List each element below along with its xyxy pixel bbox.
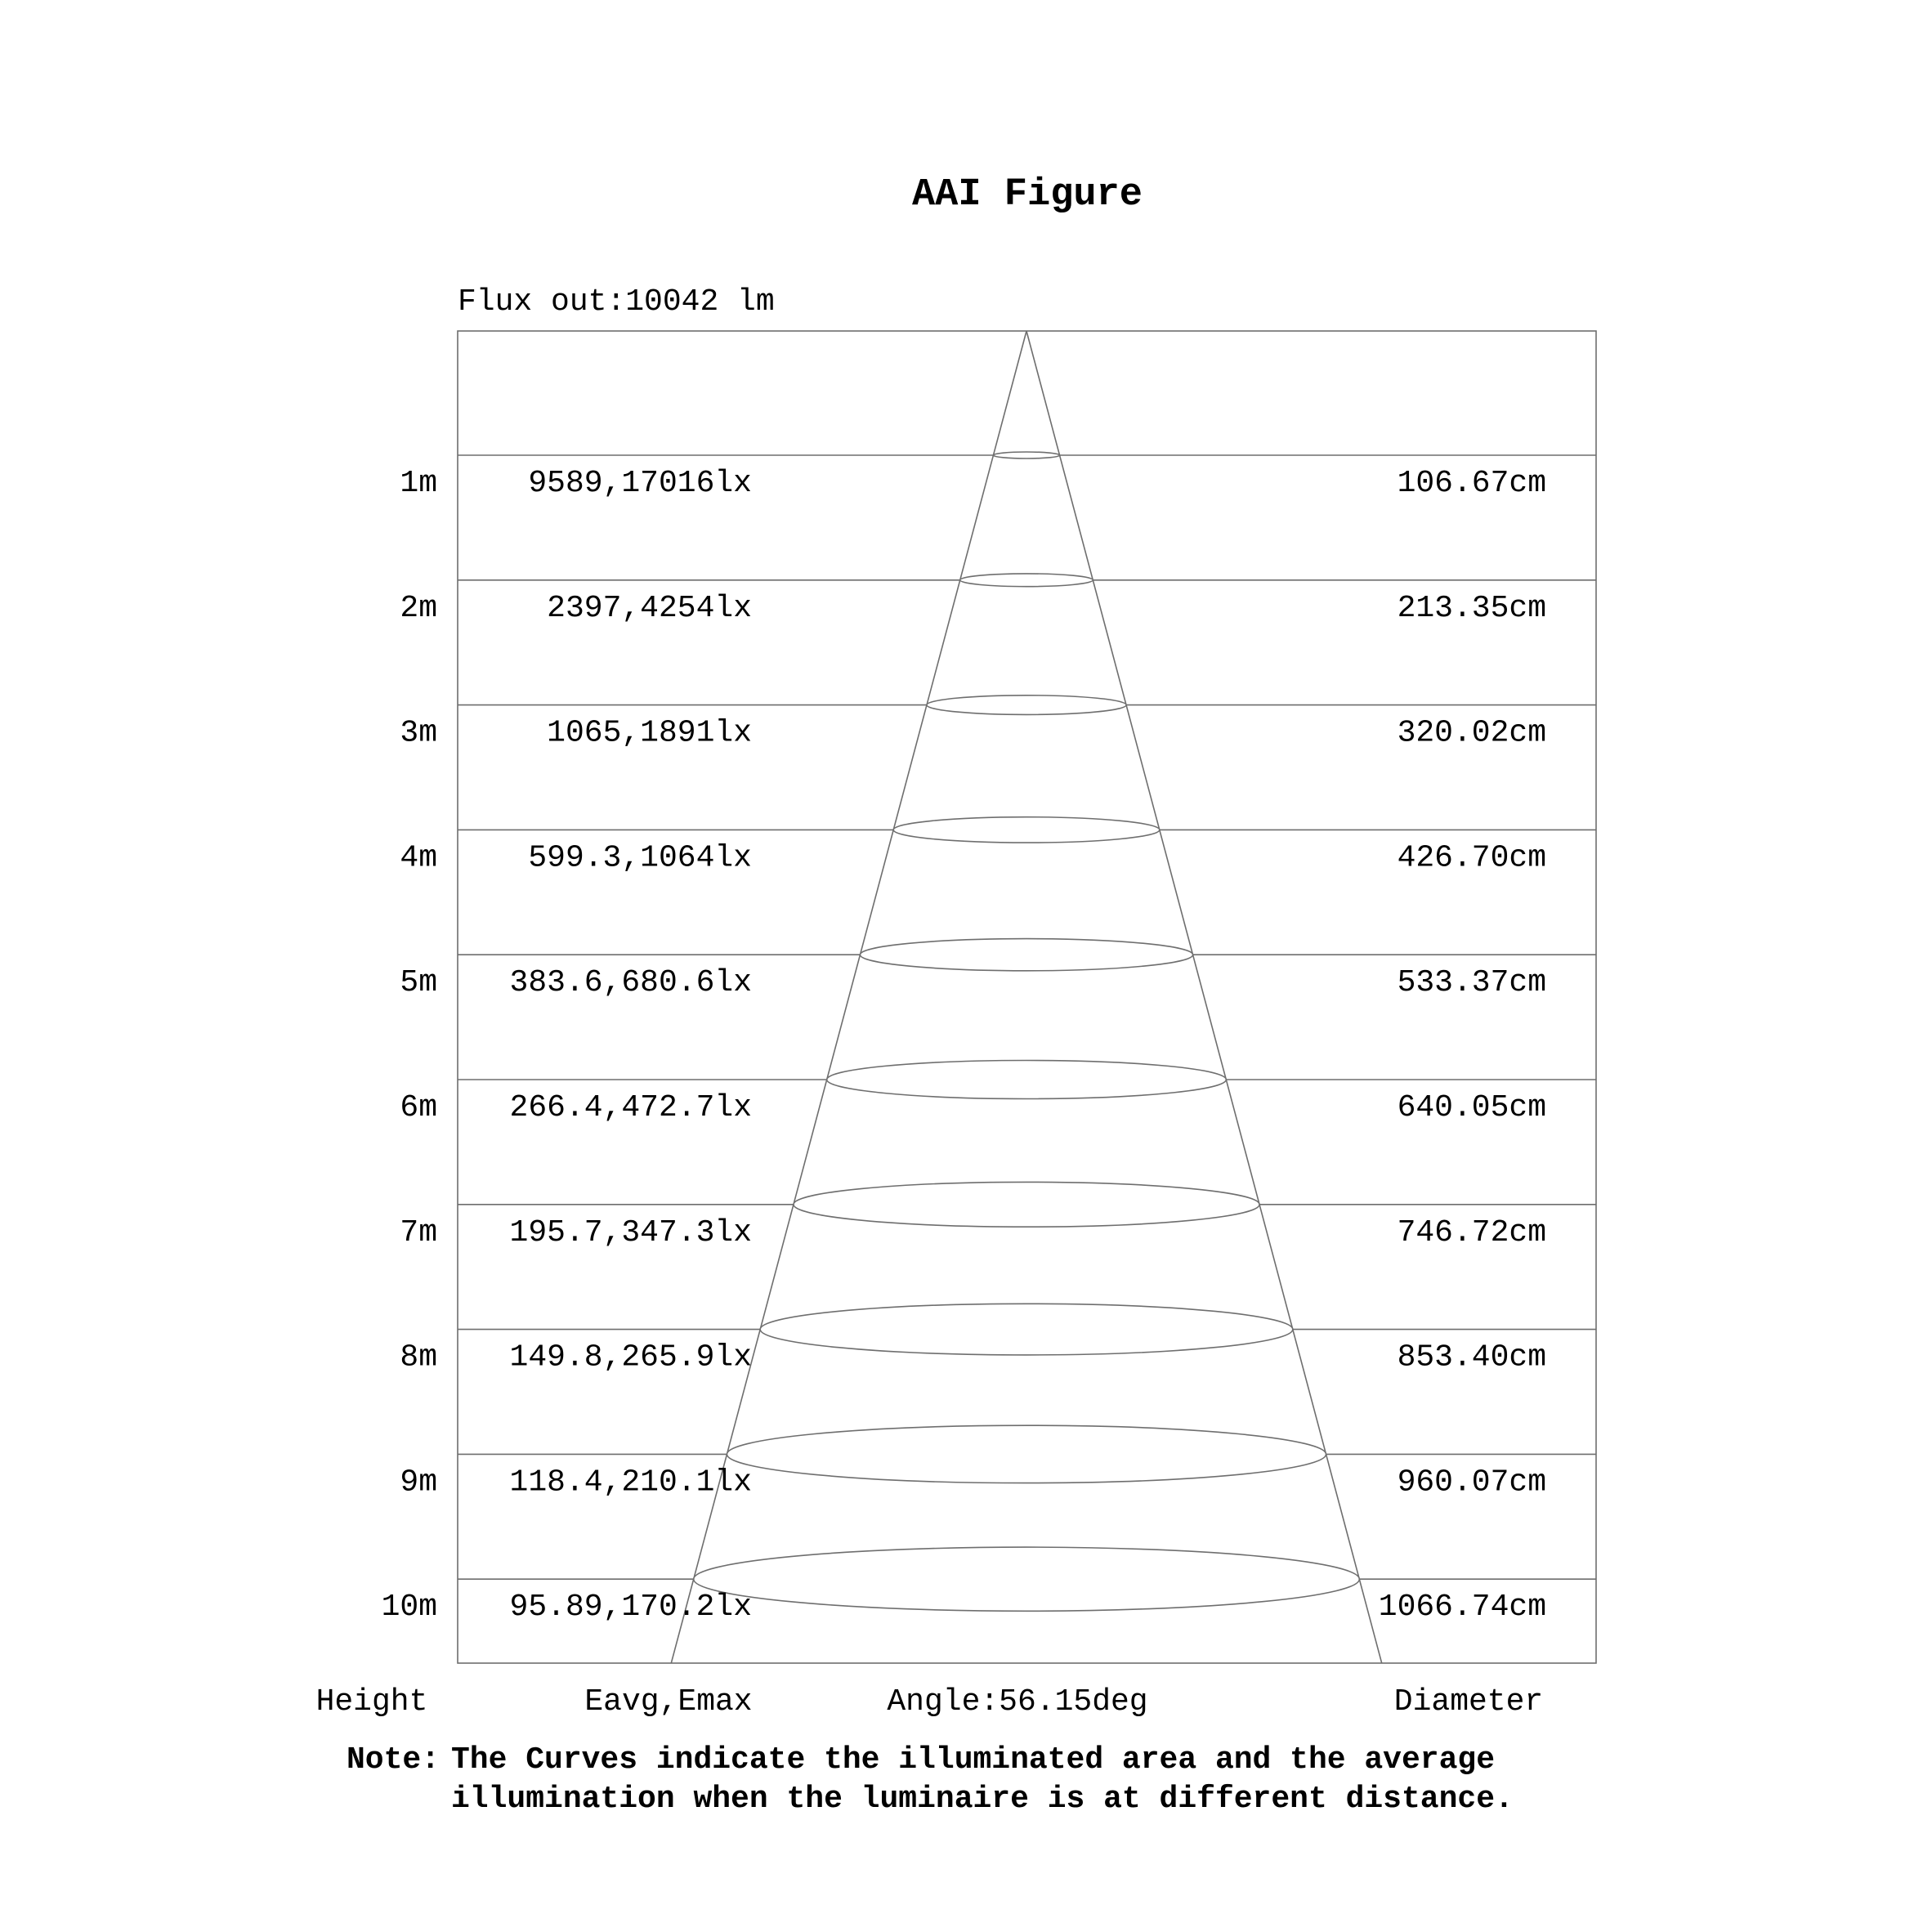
- row-illuminance-label: 195.7,347.3lx: [509, 1214, 752, 1250]
- beam-ellipse: [960, 574, 1093, 587]
- row-diameter-label: 853.40cm: [1397, 1339, 1546, 1375]
- row-illuminance-label: 2397,4254lx: [547, 590, 752, 626]
- row-height-label: 1m: [400, 466, 437, 501]
- row-illuminance-label: 9589,17016lx: [528, 466, 752, 501]
- row-height-label: 10m: [381, 1590, 437, 1626]
- height-column-header: Height: [315, 1684, 428, 1720]
- row-height-label: 3m: [400, 715, 437, 751]
- note-line-2: illumination when the luminaire is at different distance.: [451, 1782, 1514, 1817]
- figure-title: AAI Figure: [911, 173, 1143, 217]
- row-height-label: 5m: [400, 965, 437, 1001]
- beam-angle-label: Angle:56.15deg: [887, 1684, 1148, 1720]
- row-diameter-label: 746.72cm: [1397, 1214, 1546, 1250]
- row-diameter-label: 1066.74cm: [1378, 1590, 1546, 1626]
- row-height-label: 4m: [400, 840, 437, 876]
- row-diameter-label: 960.07cm: [1397, 1465, 1546, 1500]
- beam-ellipse: [727, 1425, 1326, 1483]
- row-height-label: 7m: [400, 1214, 437, 1250]
- beam-ellipse: [827, 1061, 1227, 1099]
- row-height-label: 6m: [400, 1090, 437, 1125]
- row-diameter-label: 426.70cm: [1397, 840, 1546, 876]
- row-illuminance-label: 1065,1891lx: [547, 715, 752, 751]
- beam-ellipse: [993, 452, 1059, 458]
- beam-ellipse: [794, 1182, 1259, 1227]
- beam-ellipses: [694, 452, 1360, 1611]
- row-diameter-label: 320.02cm: [1397, 715, 1546, 751]
- row-diameter-label: 213.35cm: [1397, 590, 1546, 626]
- row-height-label: 9m: [400, 1465, 437, 1500]
- beam-ellipse: [860, 939, 1192, 971]
- row-illuminance-label: 383.6,680.6lx: [509, 965, 752, 1001]
- row-illuminance-label: 95.89,170.2lx: [509, 1590, 752, 1626]
- diameter-column-header: Diameter: [1393, 1684, 1544, 1720]
- beam-ellipse: [694, 1547, 1360, 1611]
- row-illuminance-label: 118.4,210.1lx: [509, 1465, 752, 1500]
- illuminance-column-header: Eavg,Emax: [584, 1684, 753, 1720]
- row-diameter-label: 640.05cm: [1397, 1090, 1546, 1125]
- flux-label: Flux out:10042 lm: [458, 284, 775, 320]
- row-height-label: 8m: [400, 1339, 437, 1375]
- row-illuminance-label: 149.8,265.9lx: [509, 1339, 752, 1375]
- beam-ellipse: [927, 695, 1126, 715]
- row-illuminance-label: 266.4,472.7lx: [509, 1090, 752, 1125]
- note-prefix: Note:: [347, 1742, 441, 1778]
- row-diameter-label: 106.67cm: [1397, 466, 1546, 501]
- row-illuminance-label: 599.3,1064lx: [528, 840, 752, 876]
- beam-ellipse: [760, 1304, 1293, 1355]
- note-line-1: The Curves indicate the illuminated area and the average: [451, 1742, 1496, 1778]
- beam-ellipse: [893, 817, 1160, 843]
- row-height-label: 2m: [400, 590, 437, 626]
- row-diameter-label: 533.37cm: [1397, 965, 1546, 1001]
